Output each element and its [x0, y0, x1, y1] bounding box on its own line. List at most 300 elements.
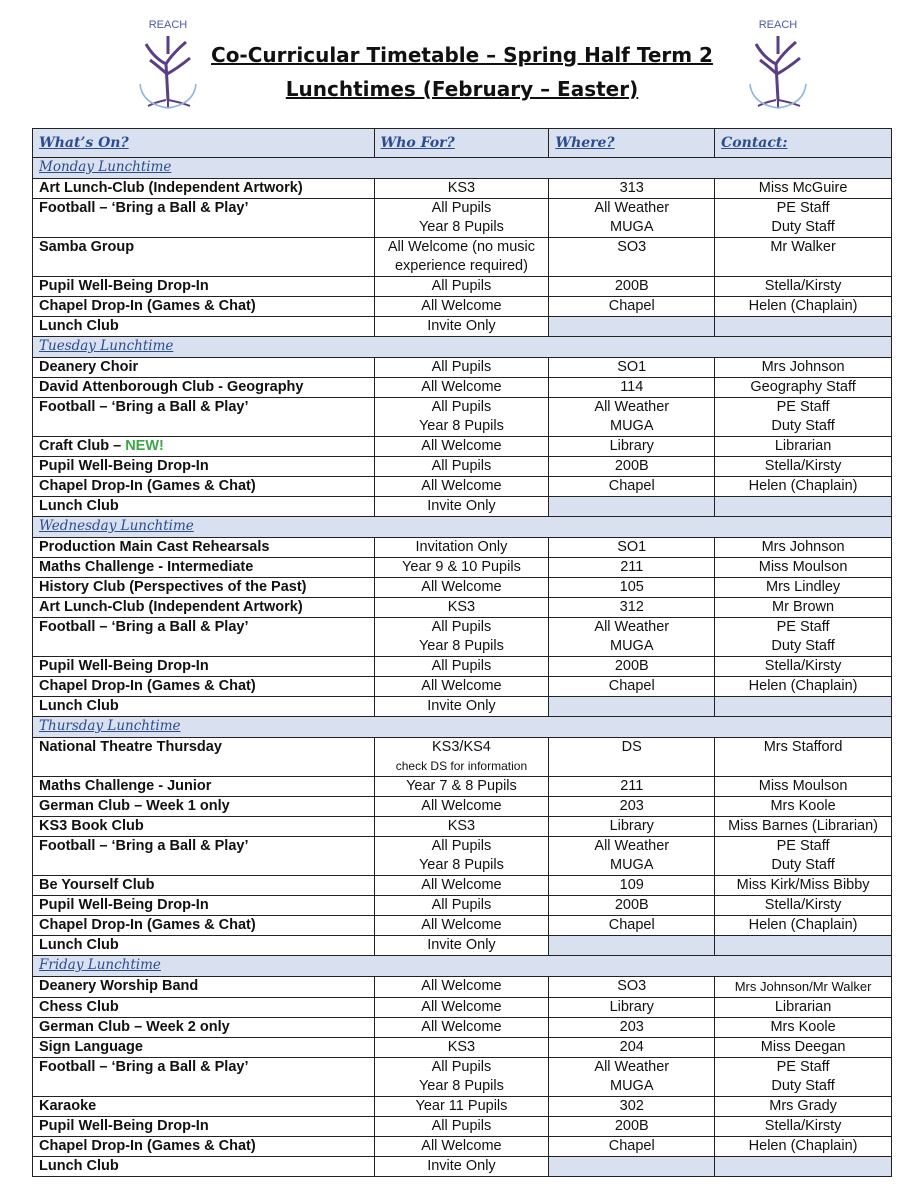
activity-cell-text: Chapel Drop-In (Games & Chat) [39, 917, 256, 933]
day-heading-row [33, 337, 892, 358]
where-cell-text: SO1 [617, 539, 647, 555]
who-for-cell [374, 797, 549, 817]
activity-cell-text: Art Lunch-Club (Independent Artwork) [39, 599, 303, 615]
where-cell [549, 618, 715, 657]
table-row [33, 697, 892, 717]
who-for-cell-text: Year 9 & 10 Pupils [402, 559, 521, 575]
who-for-cell-text: All Pupils [431, 278, 492, 294]
contact-cell [715, 378, 892, 398]
contact-cell-text: Mr Brown [772, 599, 835, 615]
contact-cell [715, 916, 892, 936]
contact-cell [715, 277, 892, 297]
where-cell [549, 578, 715, 598]
who-for-cell-text: All Pupils [431, 1118, 492, 1134]
activity-cell-text: Maths Challenge - Intermediate [39, 559, 254, 575]
who-for-cell-text: All Pupils [431, 1059, 492, 1075]
where-cell-text: Chapel [608, 478, 655, 494]
where-cell-text: MUGA [610, 638, 654, 654]
day-heading-row [33, 158, 892, 179]
contact-cell [715, 238, 892, 277]
table-row [33, 916, 892, 936]
activity-cell [33, 297, 375, 317]
column-header-whats-on: What’s On? [33, 129, 375, 158]
column-header-who-for: Who For? [374, 129, 549, 158]
where-cell-text: DS [621, 739, 642, 755]
day-heading: Thursday Lunchtime [33, 717, 892, 738]
who-for-cell [374, 558, 549, 578]
where-cell [549, 916, 715, 936]
who-for-cell [374, 378, 549, 398]
who-for-cell-text: All Pupils [431, 359, 492, 375]
activity-cell-text: Football – ‘Bring a Ball & Play’ [39, 838, 249, 854]
where-cell [549, 1018, 715, 1038]
contact-cell-text: Duty Staff [771, 857, 835, 873]
day-heading: Wednesday Lunchtime [33, 517, 892, 538]
activity-cell-text: Chapel Drop-In (Games & Chat) [39, 478, 256, 494]
activity-cell [33, 697, 375, 717]
where-cell-text: 200B [614, 278, 649, 294]
where-cell [549, 317, 715, 337]
who-for-cell-text: All Welcome [421, 438, 502, 454]
column-header-where: Where? [549, 129, 715, 158]
table-row [33, 657, 892, 677]
header-row [33, 129, 892, 158]
contact-cell-text: Miss Moulson [758, 559, 848, 575]
contact-cell-text: Geography Staff [750, 379, 856, 395]
day-heading-row [33, 717, 892, 738]
where-cell-text: 200B [614, 458, 649, 474]
where-cell-text: All Weather [594, 1059, 670, 1075]
contact-cell [715, 936, 892, 956]
who-for-cell [374, 936, 549, 956]
contact-cell-text: PE Staff [776, 399, 830, 415]
activity-cell-text: Sign Language [39, 1039, 143, 1055]
contact-cell [715, 977, 892, 998]
who-for-cell [374, 598, 549, 618]
activity-cell [33, 437, 375, 457]
contact-cell-text: PE Staff [776, 1059, 830, 1075]
where-cell [549, 777, 715, 797]
who-for-cell-text: All Pupils [431, 838, 492, 854]
who-for-cell-text: Year 8 Pupils [418, 638, 504, 654]
who-for-cell [374, 538, 549, 558]
activity-cell-text: Lunch Club [39, 498, 119, 514]
contact-cell-text: Stella/Kirsty [764, 458, 842, 474]
where-cell [549, 797, 715, 817]
activity-cell [33, 677, 375, 697]
activity-cell-text: Pupil Well-Being Drop-In [39, 658, 209, 674]
who-for-cell [374, 477, 549, 497]
who-for-cell-text: All Pupils [431, 619, 492, 635]
table-row [33, 457, 892, 477]
table-row [33, 297, 892, 317]
contact-cell [715, 998, 892, 1018]
who-for-cell [374, 277, 549, 297]
table-row [33, 998, 892, 1018]
who-for-cell-text: Year 8 Pupils [418, 418, 504, 434]
who-for-cell [374, 738, 549, 777]
where-cell-text: 114 [620, 379, 644, 395]
activity-cell-text: German Club – Week 2 only [39, 1019, 230, 1035]
activity-cell-text: Chapel Drop-In (Games & Chat) [39, 678, 256, 694]
where-cell-text: SO1 [617, 359, 647, 375]
activity-cell [33, 1137, 375, 1157]
activity-cell-text: Lunch Club [39, 937, 119, 953]
contact-cell [715, 1097, 892, 1117]
contact-cell [715, 598, 892, 618]
table-row [33, 538, 892, 558]
activity-cell-text: Be Yourself Club [39, 877, 155, 893]
who-for-cell-text: All Welcome [421, 978, 502, 994]
activity-cell-text: Craft Club – [39, 438, 126, 454]
where-cell-text: MUGA [610, 1078, 654, 1094]
activity-cell-text: Deanery Choir [39, 359, 139, 375]
who-for-cell-text: All Welcome [421, 917, 502, 933]
where-cell-text: SO3 [617, 239, 647, 255]
contact-cell-text: Duty Staff [771, 638, 835, 654]
contact-cell-text: Mrs Stafford [763, 739, 843, 755]
activity-cell-text: Lunch Club [39, 318, 119, 334]
activity-cell [33, 817, 375, 837]
where-cell-text: All Weather [594, 838, 670, 854]
table-row [33, 1117, 892, 1137]
contact-cell [715, 777, 892, 797]
table-row [33, 936, 892, 956]
activity-cell-text: German Club – Week 1 only [39, 798, 230, 814]
where-cell-text: Library [609, 438, 654, 454]
who-for-cell [374, 657, 549, 677]
page-title: Co-Curricular Timetable – Spring Half Term 2 [211, 43, 713, 67]
table-row [33, 677, 892, 697]
activity-cell-text: Deanery Worship Band [39, 978, 199, 994]
table-row [33, 1097, 892, 1117]
contact-cell-text: Helen (Chaplain) [748, 1138, 858, 1154]
activity-cell [33, 578, 375, 598]
contact-cell [715, 1058, 892, 1097]
activity-cell [33, 998, 375, 1018]
activity-cell [33, 837, 375, 876]
contact-cell [715, 477, 892, 497]
contact-cell-text: Mrs Johnson [761, 539, 845, 555]
contact-cell [715, 297, 892, 317]
who-for-cell [374, 977, 549, 998]
contact-cell [715, 538, 892, 558]
contact-cell [715, 358, 892, 378]
who-for-cell [374, 1157, 549, 1177]
who-for-cell [374, 916, 549, 936]
table-row [33, 817, 892, 837]
logo-text-right: REACH [758, 19, 798, 31]
activity-cell [33, 876, 375, 896]
where-cell [549, 297, 715, 317]
day-heading: Monday Lunchtime [33, 158, 892, 179]
who-for-cell-text: Invite Only [427, 498, 496, 514]
table-row [33, 199, 892, 238]
contact-cell-text: Duty Staff [771, 219, 835, 235]
contact-cell-text: Mrs Lindley [766, 579, 841, 595]
where-cell [549, 497, 715, 517]
contact-cell-text: Mrs Grady [769, 1098, 837, 1114]
where-cell-text: Chapel [608, 298, 655, 314]
where-cell [549, 1117, 715, 1137]
who-for-cell-text: KS3 [447, 599, 476, 615]
where-cell [549, 1038, 715, 1058]
contact-cell-text: Mrs Koole [770, 798, 836, 814]
who-for-cell [374, 578, 549, 598]
activity-cell [33, 358, 375, 378]
where-cell-text: All Weather [594, 399, 670, 415]
contact-cell-text: Duty Staff [771, 418, 835, 434]
who-for-cell-text: All Welcome [421, 579, 502, 595]
who-for-cell-text: Invite Only [427, 937, 496, 953]
contact-cell [715, 1117, 892, 1137]
where-cell [549, 358, 715, 378]
activity-cell-text: Maths Challenge - Junior [39, 778, 212, 794]
table-row [33, 179, 892, 199]
activity-cell-text: Chapel Drop-In (Games & Chat) [39, 1138, 256, 1154]
contact-cell [715, 1137, 892, 1157]
activity-cell-text: Pupil Well-Being Drop-In [39, 1118, 209, 1134]
who-for-cell-text: All Welcome [421, 678, 502, 694]
contact-cell [715, 618, 892, 657]
activity-cell-text: Pupil Well-Being Drop-In [39, 897, 209, 913]
activity-cell [33, 538, 375, 558]
activity-cell [33, 936, 375, 956]
where-cell [549, 657, 715, 677]
where-cell [549, 837, 715, 876]
who-for-cell-text: All Pupils [431, 658, 492, 674]
where-cell-text: 200B [614, 658, 649, 674]
where-cell-text: 211 [620, 778, 644, 794]
contact-cell [715, 179, 892, 199]
activity-cell-text: Football – ‘Bring a Ball & Play’ [39, 619, 249, 635]
where-cell-text: MUGA [610, 219, 654, 235]
activity-cell [33, 238, 375, 277]
activity-cell [33, 1038, 375, 1058]
table-row [33, 437, 892, 457]
contact-cell-text: Librarian [774, 999, 832, 1015]
contact-cell [715, 738, 892, 777]
table-row [33, 876, 892, 896]
who-for-cell-text: check DS for information [395, 759, 528, 773]
where-cell [549, 598, 715, 618]
contact-cell-text: Helen (Chaplain) [748, 298, 858, 314]
where-cell [549, 1157, 715, 1177]
who-for-cell-text: KS3 [447, 180, 476, 196]
where-cell [549, 477, 715, 497]
contact-cell-text: Helen (Chaplain) [748, 678, 858, 694]
table-row [33, 378, 892, 398]
who-for-cell-text: All Pupils [431, 399, 492, 415]
contact-cell-text: Mrs Johnson/Mr Walker [734, 979, 872, 994]
who-for-cell-text: All Welcome [421, 379, 502, 395]
who-for-cell-text: All Welcome [421, 877, 502, 893]
page-subtitle: Lunchtimes (February – Easter) [285, 77, 639, 101]
contact-cell-text: PE Staff [776, 619, 830, 635]
table-row [33, 398, 892, 437]
who-for-cell [374, 697, 549, 717]
contact-cell-text: Stella/Kirsty [764, 1118, 842, 1134]
activity-cell-text: Karaoke [39, 1098, 97, 1114]
activity-cell-text: Pupil Well-Being Drop-In [39, 278, 209, 294]
contact-cell-text: Miss McGuire [758, 180, 848, 196]
contact-cell-text: Duty Staff [771, 1078, 835, 1094]
activity-cell [33, 777, 375, 797]
who-for-cell-text: All Welcome [421, 999, 502, 1015]
activity-cell [33, 618, 375, 657]
contact-cell [715, 558, 892, 578]
activity-cell [33, 398, 375, 437]
activity-cell [33, 977, 375, 998]
table-row [33, 977, 892, 998]
contact-cell-text: Mrs Johnson [761, 359, 845, 375]
activity-cell [33, 1018, 375, 1038]
table-row [33, 1137, 892, 1157]
where-cell-text: All Weather [594, 200, 670, 216]
table-row [33, 896, 892, 916]
activity-cell-text: Lunch Club [39, 698, 119, 714]
where-cell [549, 677, 715, 697]
contact-cell [715, 457, 892, 477]
who-for-cell-text: All Welcome [421, 478, 502, 494]
where-cell [549, 936, 715, 956]
who-for-cell [374, 998, 549, 1018]
logo-text: REACH [148, 19, 188, 31]
where-cell-text: All Weather [594, 619, 670, 635]
activity-cell [33, 199, 375, 238]
contact-cell [715, 837, 892, 876]
who-for-cell [374, 837, 549, 876]
day-heading-row [33, 956, 892, 977]
contact-cell [715, 398, 892, 437]
activity-cell [33, 916, 375, 936]
who-for-cell [374, 896, 549, 916]
contact-cell-text: Stella/Kirsty [764, 278, 842, 294]
where-cell-text: MUGA [610, 418, 654, 434]
where-cell-text: 105 [619, 579, 644, 595]
who-for-cell [374, 179, 549, 199]
contact-cell [715, 697, 892, 717]
table-row [33, 238, 892, 277]
contact-cell-text: Miss Barnes (Librarian) [728, 818, 879, 834]
who-for-cell-text: All Welcome [421, 1019, 502, 1035]
where-cell-text: Chapel [608, 917, 655, 933]
contact-cell [715, 1038, 892, 1058]
where-cell [549, 896, 715, 916]
where-cell-text: SO3 [617, 978, 647, 994]
where-cell-text: Library [609, 818, 654, 834]
activity-cell-text: Production Main Cast Rehearsals [39, 539, 270, 555]
who-for-cell [374, 777, 549, 797]
table-row [33, 317, 892, 337]
who-for-cell [374, 677, 549, 697]
activity-cell-text: Art Lunch-Club (Independent Artwork) [39, 180, 303, 196]
contact-cell-text: Miss Deegan [760, 1039, 846, 1055]
table-row [33, 578, 892, 598]
contact-cell [715, 1018, 892, 1038]
who-for-cell [374, 1038, 549, 1058]
where-cell [549, 1097, 715, 1117]
where-cell [549, 876, 715, 896]
timetable [32, 128, 892, 1177]
where-cell [549, 998, 715, 1018]
who-for-cell [374, 1058, 549, 1097]
table-row [33, 358, 892, 378]
contact-cell-text: PE Staff [776, 838, 830, 854]
where-cell-text: 211 [620, 559, 644, 575]
who-for-cell-text: Invite Only [427, 698, 496, 714]
where-cell-text: 203 [619, 798, 644, 814]
who-for-cell-text: Year 7 & 8 Pupils [406, 778, 517, 794]
contact-cell-text: Helen (Chaplain) [748, 917, 858, 933]
who-for-cell-text: All Welcome [421, 1138, 502, 1154]
table-row [33, 558, 892, 578]
contact-cell [715, 199, 892, 238]
where-cell [549, 457, 715, 477]
where-cell [549, 817, 715, 837]
who-for-cell [374, 297, 549, 317]
where-cell [549, 558, 715, 578]
activity-cell [33, 657, 375, 677]
where-cell [549, 179, 715, 199]
day-heading: Friday Lunchtime [33, 956, 892, 977]
who-for-cell [374, 238, 549, 277]
where-cell-text: 200B [614, 897, 649, 913]
activity-cell [33, 457, 375, 477]
contact-cell [715, 437, 892, 457]
table-row [33, 1038, 892, 1058]
where-cell-text: 302 [619, 1098, 644, 1114]
activity-cell-text: David Attenborough Club - Geography [39, 379, 304, 395]
where-cell-text: Library [609, 999, 654, 1015]
where-cell [549, 697, 715, 717]
where-cell [549, 1058, 715, 1097]
activity-cell-text: Chapel Drop-In (Games & Chat) [39, 298, 256, 314]
activity-cell-text: Lunch Club [39, 1158, 119, 1174]
activity-cell [33, 277, 375, 297]
day-heading-row [33, 517, 892, 538]
activity-cell [33, 598, 375, 618]
activity-cell [33, 378, 375, 398]
contact-cell-text: Stella/Kirsty [764, 658, 842, 674]
who-for-cell [374, 398, 549, 437]
table-row [33, 277, 892, 297]
where-cell [549, 277, 715, 297]
who-for-cell [374, 437, 549, 457]
contact-cell [715, 876, 892, 896]
where-cell-text: 313 [619, 180, 644, 196]
day-heading: Tuesday Lunchtime [33, 337, 892, 358]
who-for-cell-text: All Welcome [421, 798, 502, 814]
table-row [33, 1058, 892, 1097]
contact-cell [715, 657, 892, 677]
where-cell-text: 203 [619, 1019, 644, 1035]
who-for-cell-text: Year 8 Pupils [418, 1078, 504, 1094]
who-for-cell [374, 1097, 549, 1117]
contact-cell-text: Helen (Chaplain) [748, 478, 858, 494]
table-row [33, 497, 892, 517]
where-cell-text: 109 [619, 877, 644, 893]
activity-cell [33, 896, 375, 916]
who-for-cell-text: Year 8 Pupils [418, 219, 504, 235]
where-cell [549, 738, 715, 777]
who-for-cell-text: Invite Only [427, 318, 496, 334]
who-for-cell [374, 1018, 549, 1038]
who-for-cell-text: All Welcome (no music [387, 239, 536, 255]
contact-cell [715, 896, 892, 916]
who-for-cell-text: Invite Only [427, 1158, 496, 1174]
who-for-cell-text: KS3/KS4 [432, 739, 491, 755]
